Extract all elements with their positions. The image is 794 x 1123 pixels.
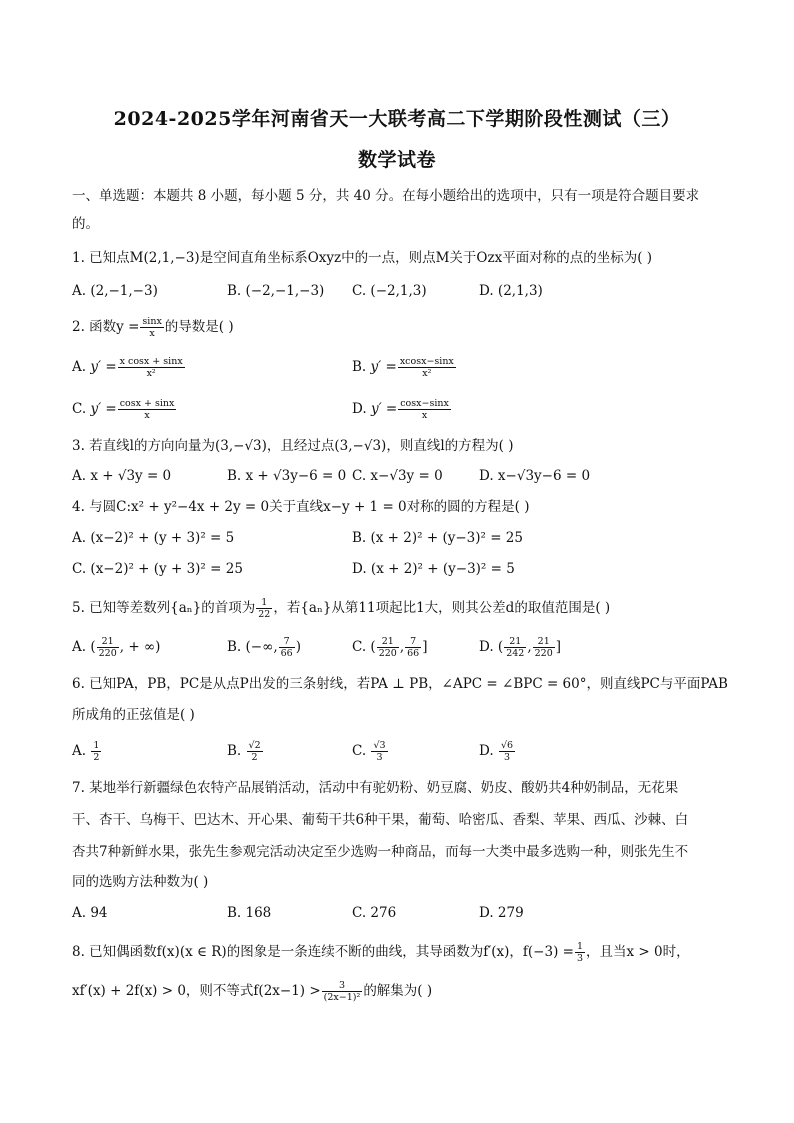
question-2-numerator: sinx: [142, 316, 162, 327]
fraction-denominator: x²: [146, 368, 156, 379]
question-7-stem-line4: 同的选购方法种数为( ): [72, 874, 209, 890]
fraction-denominator: 242: [506, 648, 525, 659]
question-5-fraction: [256, 597, 272, 620]
question-4-stem: 4. 与圆C:x² + y²−4x + 2y = 0关于直线x−y + 1 = 0对称的圆的方程是( ): [72, 499, 530, 515]
fraction-denominator: x: [144, 410, 150, 421]
fraction-numerator: 1: [256, 597, 272, 609]
exam-title: 2024-2025学年河南省天一大联考高二下学期阶段性测试（三）: [113, 108, 681, 130]
exam-subtitle: 数学试卷: [357, 149, 436, 171]
question-5-suffix: ，若{aₙ}从第11项起比1大，则其公差d的取值范围是( ): [273, 600, 611, 616]
question-6-option-b: [227, 740, 264, 763]
question-7-option-d: D. 279: [479, 905, 524, 921]
question-2-denominator: x: [149, 328, 155, 339]
option-fraction: [371, 740, 387, 763]
question-1-option-d: D. (2,1,3): [479, 283, 543, 299]
question-7-stem-line2: 干、杏干、乌梅干、巴达木、开心果、葡萄干共6种干果，葡萄、哈密瓜、香梨、苹果、西瓜、沙棘、白: [72, 812, 689, 828]
option-fraction: [118, 356, 185, 379]
question-4-option-a: A. (x−2)² + (y + 3)² = 5: [72, 530, 235, 546]
option-fraction: [91, 740, 101, 763]
question-3-stem: 3. 若直线l的方向向量为(3,−√3)，且经过点(3,−√3)，则直线l的方程为( ): [72, 438, 514, 454]
option-label: D.: [479, 743, 494, 759]
question-5-option-c: [352, 636, 428, 659]
option-label: B.: [352, 359, 367, 375]
question-2-option-a: [72, 356, 186, 379]
option-prefix: A. (: [72, 639, 96, 655]
question-6-option-a: [72, 740, 102, 763]
option-fraction-1: [504, 636, 526, 659]
option-fraction: [398, 398, 451, 421]
question-8-stem-line2: [72, 980, 432, 1003]
fraction-denominator: x: [421, 410, 428, 421]
question-1-option-c: C. (−2,1,3): [352, 283, 427, 299]
question-6-option-c: [352, 740, 389, 763]
option-prefix: B. (−∞,: [227, 639, 278, 655]
fraction-numerator: cosx + sinx: [119, 398, 175, 409]
option-fraction: [499, 740, 515, 763]
question-6-option-d: [479, 740, 516, 763]
question-3-option-b: B. x + √3y−6 = 0: [227, 468, 347, 484]
fraction-denominator: 22: [258, 609, 271, 620]
option-suffix: ): [295, 639, 301, 655]
option-fraction: [97, 636, 119, 659]
question-1-option-a: A. (2,−1,−3): [72, 283, 158, 299]
question-7-stem-line3: 杏共7种新鲜水果，张先生参观完活动决定至少选购一种商品，而每一大类中最多选购一种，则张先生不: [72, 844, 689, 860]
option-lhs: y′ =: [90, 359, 117, 375]
fraction-numerator: 7: [405, 636, 421, 648]
question-4-option-c: C. (x−2)² + (y + 3)² = 25: [72, 561, 243, 577]
section-instructions-line1: 一、单选题：本题共 8 小题，每小题 5 分，共 40 分。在每小题给出的选项中，只有一项是符合题目要求: [72, 188, 700, 204]
fraction-numerator: 21: [97, 636, 119, 648]
question-7-option-c: C. 276: [352, 905, 397, 921]
question-6-stem-line2: 所成角的正弦值是( ): [72, 707, 195, 723]
option-suffix: , + ∞): [119, 639, 161, 655]
question-8-line2-prefix: xf′(x) + 2f(x) > 0，则不等式f(2x−1) >: [72, 983, 321, 999]
fraction-denominator: 3: [576, 953, 583, 964]
option-fraction-1: [377, 636, 399, 659]
option-fraction: [118, 398, 177, 421]
option-suffix: ]: [555, 639, 562, 655]
question-2-option-b: [352, 356, 457, 379]
option-lhs: y′ =: [370, 359, 397, 375]
fraction-numerator: 21: [533, 636, 555, 648]
question-1-stem: 1. 已知点M(2,1,−3)是空间直角坐标系Oxyz中的一点，则点M关于Ozx平面对称的点的坐标为( ): [72, 250, 653, 266]
fraction-numerator: 7: [279, 636, 295, 648]
question-2-option-c: [72, 398, 177, 421]
fraction-denominator: (2x−1)²: [323, 992, 361, 1003]
option-label: A.: [72, 359, 87, 375]
option-lhs: y′ =: [370, 401, 398, 417]
fraction-denominator: 220: [378, 648, 397, 659]
option-fraction-2: [405, 636, 421, 659]
fraction-denominator: 220: [534, 648, 553, 659]
fraction-numerator: √2: [248, 740, 261, 751]
fraction-denominator: 66: [407, 648, 420, 659]
option-label: B.: [227, 743, 242, 759]
fraction-denominator: 220: [98, 648, 117, 659]
question-8-stem-line1: [72, 941, 690, 964]
question-7-option-a: A. 94: [72, 905, 108, 921]
question-3-option-d: D. x−√3y−6 = 0: [479, 468, 591, 484]
question-5-option-a: [72, 636, 160, 659]
option-label: C.: [352, 743, 367, 759]
question-6-stem-line1: 6. 已知PA，PB，PC是从点P出发的三条射线，若PA ⊥ PB，∠APC = ∠BPC = 60°，则直线PC与平面PAB: [72, 676, 728, 692]
question-2-stem: [72, 316, 234, 339]
option-label: D.: [352, 401, 367, 417]
question-5-prefix: 5. 已知等差数列{aₙ}的首项为: [72, 600, 256, 616]
fraction-numerator: √6: [500, 740, 514, 751]
option-prefix: C. (: [352, 639, 376, 655]
fraction-numerator: 21: [504, 636, 526, 648]
question-7-option-b: B. 168: [227, 905, 272, 921]
fraction-denominator: x²: [422, 368, 432, 379]
question-5-stem: [72, 597, 610, 620]
question-8-line1-prefix: 8. 已知偶函数f(x)(x ∈ R)的图象是一条连续不断的曲线，其导函数为f′(x)，f(−3) =: [72, 944, 574, 960]
question-8-line2-suffix: 的解集为( ): [363, 983, 433, 999]
question-1-option-b: B. (−2,−1,−3): [227, 283, 325, 299]
question-2-fraction: [140, 316, 163, 339]
fraction-numerator: xcosx−sinx: [399, 356, 454, 367]
fraction-denominator: 3: [503, 752, 511, 763]
fraction-numerator: √3: [373, 740, 386, 751]
fraction-denominator: 3: [376, 752, 383, 763]
question-2-option-d: [352, 398, 452, 421]
option-fraction: [279, 636, 295, 659]
option-fraction: [247, 740, 263, 763]
option-prefix: D. (: [479, 639, 504, 655]
fraction-numerator: cosx−sinx: [400, 398, 449, 409]
fraction-denominator: 66: [280, 648, 293, 659]
option-label: A.: [72, 743, 87, 759]
question-8-line2-fraction: [322, 980, 363, 1003]
question-2-suffix: 的导数是( ): [164, 319, 234, 335]
fraction-numerator: 3: [322, 980, 363, 992]
question-7-stem-line1: 7. 某地举行新疆绿色农特产品展销活动，活动中有驼奶粉、奶豆腐、奶皮、酸奶共4种奶制品，无花果: [72, 780, 679, 796]
option-separator: ,: [527, 639, 532, 655]
option-fraction-2: [533, 636, 555, 659]
question-8-line1-fraction: [575, 941, 585, 964]
fraction-numerator: 21: [377, 636, 399, 648]
option-label: C.: [72, 401, 87, 417]
question-5-option-d: [479, 636, 561, 659]
question-2-prefix: 2. 函数y =: [72, 319, 140, 335]
option-lhs: y′ =: [90, 401, 117, 417]
question-3-option-a: A. x + √3y = 0: [72, 468, 172, 484]
question-5-option-b: [227, 636, 301, 659]
fraction-numerator: 1: [93, 740, 100, 751]
option-suffix: ]: [422, 639, 428, 655]
question-4-option-d: D. (x + 2)² + (y−3)² = 5: [352, 561, 515, 577]
section-instructions-line2: 的。: [72, 216, 99, 232]
question-3-option-c: C. x−√3y = 0: [352, 468, 443, 484]
fraction-numerator: 1: [576, 941, 583, 952]
question-8-line1-suffix: ，且当x > 0时，: [586, 944, 690, 960]
fraction-denominator: 2: [93, 752, 100, 763]
question-4-option-b: B. (x + 2)² + (y−3)² = 25: [352, 530, 523, 546]
option-separator: ,: [399, 639, 405, 655]
option-fraction: [398, 356, 456, 379]
fraction-numerator: x cosx + sinx: [119, 356, 183, 367]
fraction-denominator: 2: [251, 752, 258, 763]
